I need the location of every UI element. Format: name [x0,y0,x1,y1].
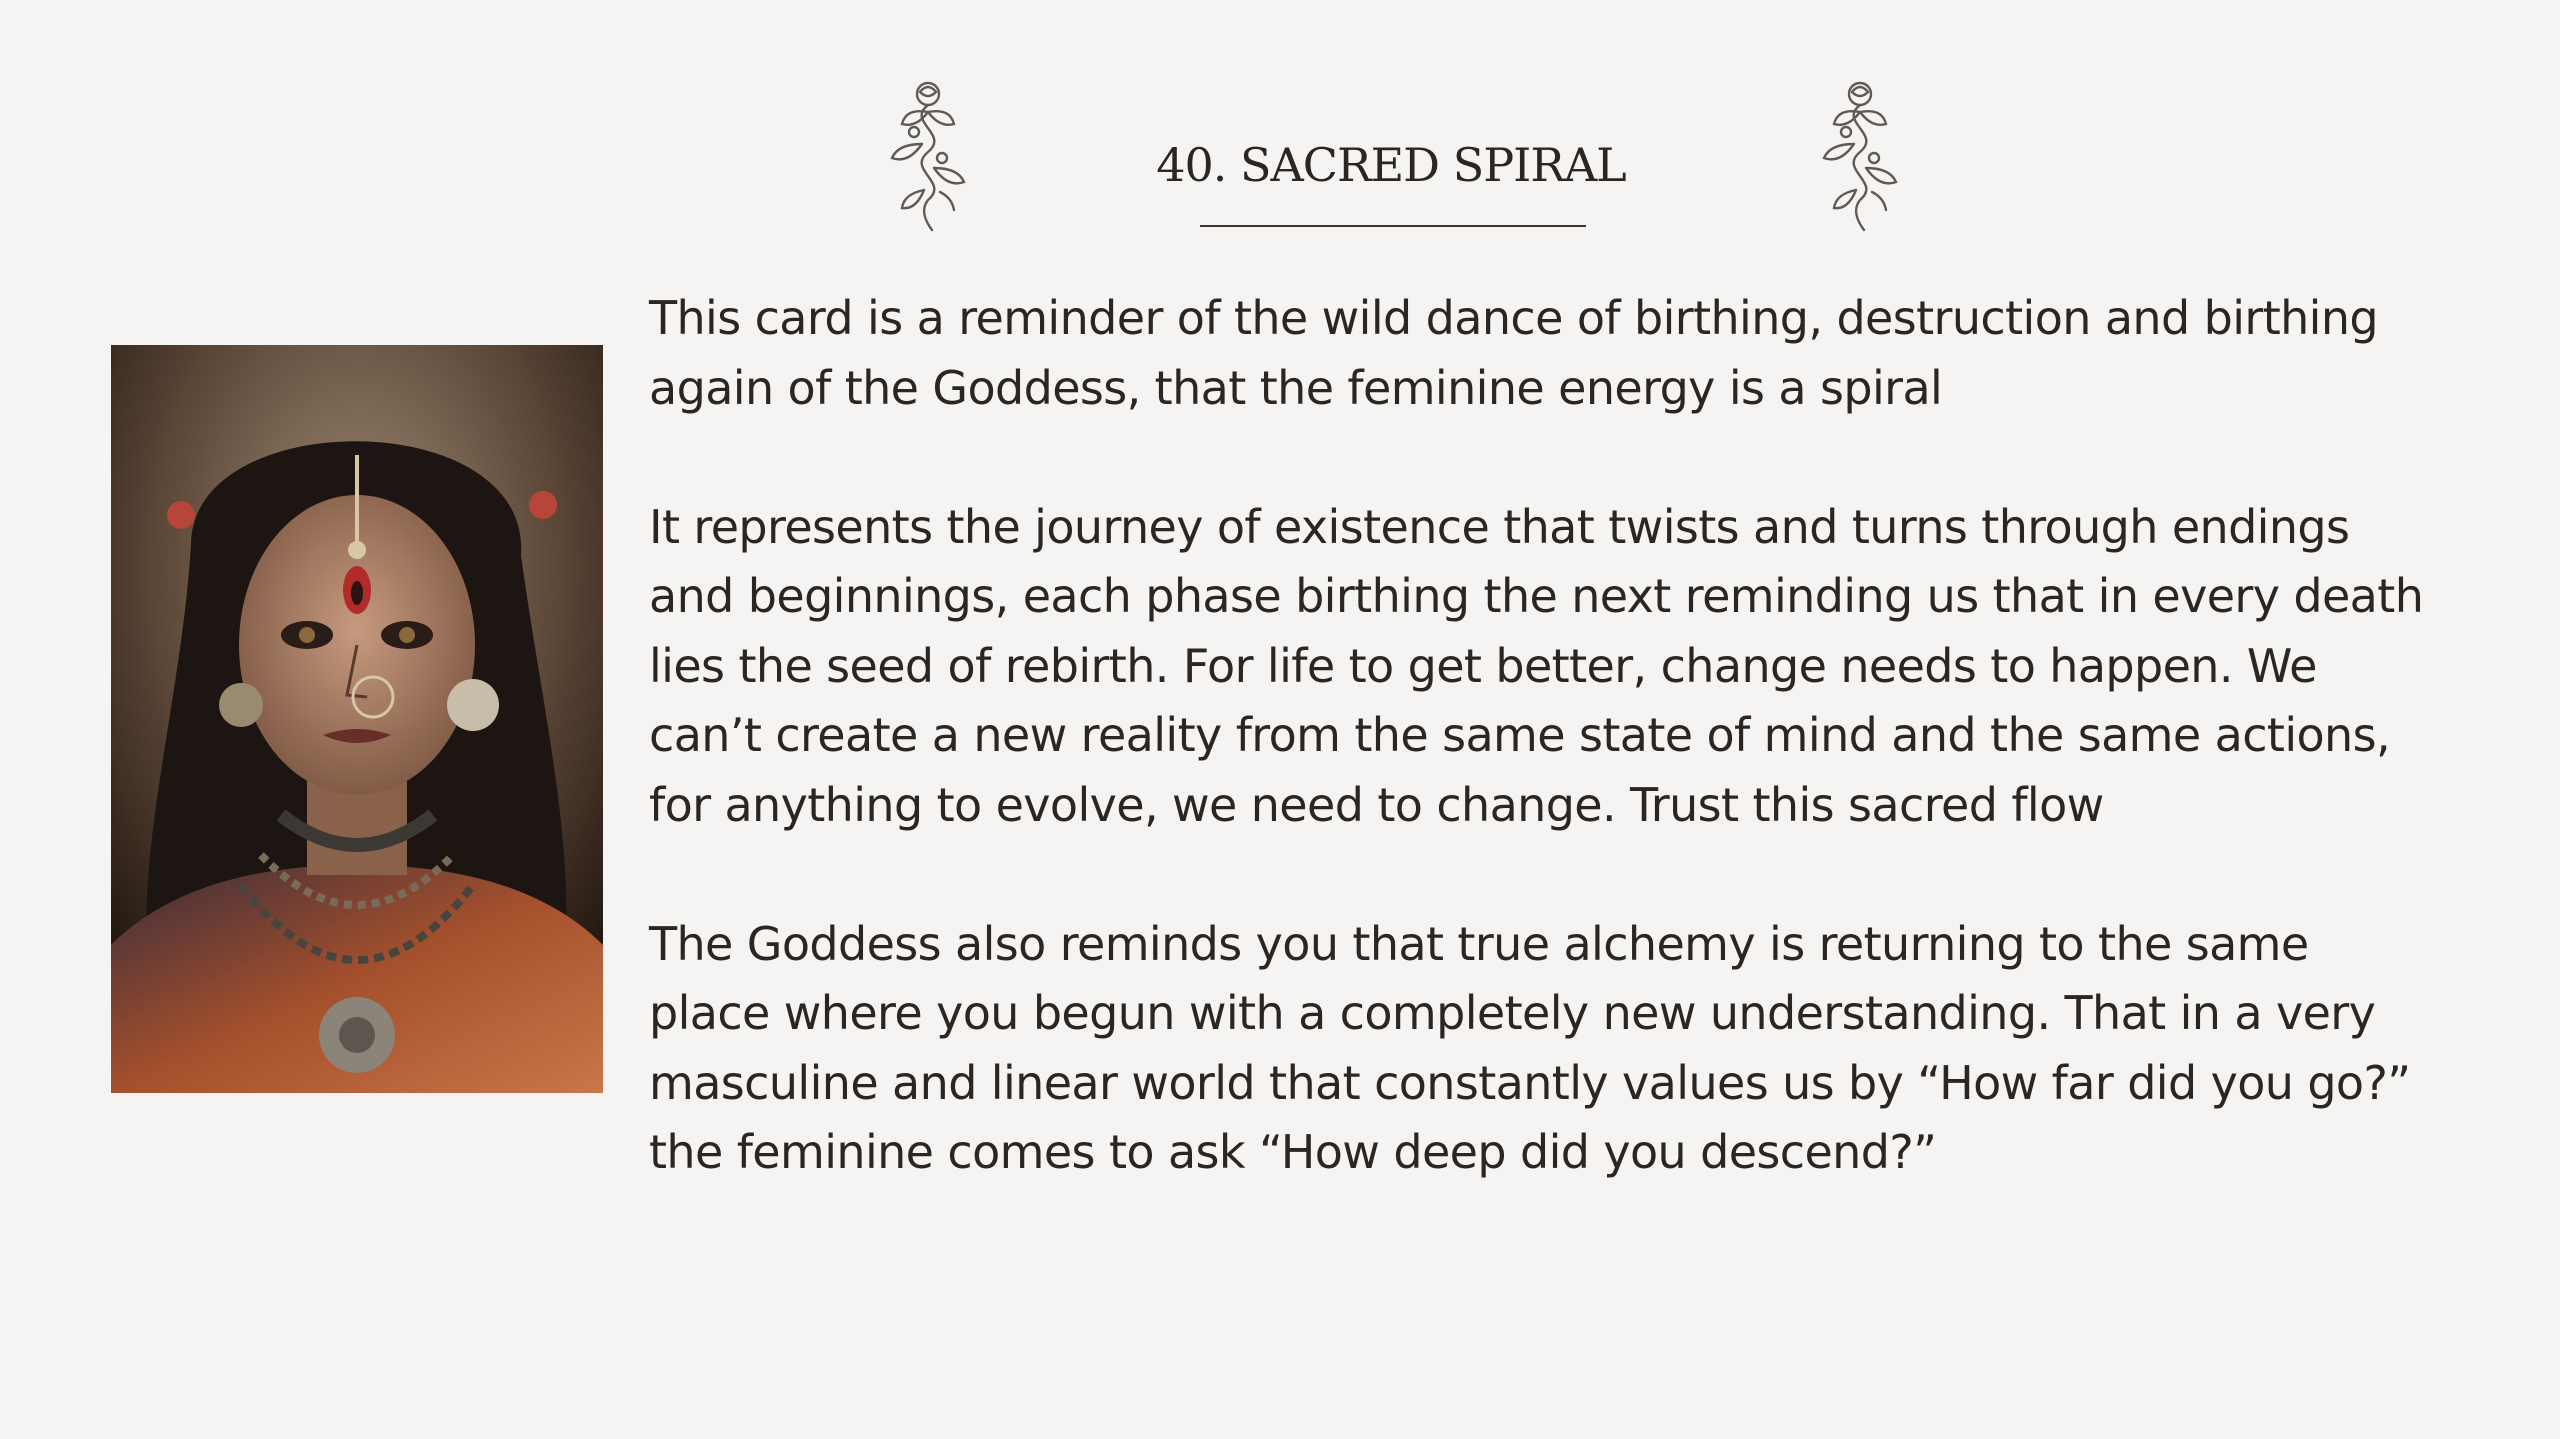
paragraph-alchemy: The Goddess also reminds you that true alchemy is returning to the same place where you begun with a completely new understanding. That in a very masculine and linear world that constantly values us by “How far did you go?” the feminine comes to ask “How deep did you descend?” [649,916,2411,1179]
paragraph-meaning: It represents the journey of existence that twists and turns through endings and beginnings, each phase birthing the next reminding us that in every death lies the seed of rebirth. For life to get better, change needs to happen. We can’t create a new reality from the same state of mind and the same actions, for anything to evolve, we need to change. Trust this sacred flow [649,499,2424,832]
card-title: 40. SACRED SPIRAL [1156,138,1626,192]
title-underline [1200,225,1586,227]
card-description [649,284,2439,1188]
rose-vine-ornament-icon [876,72,980,234]
paragraph-intro: This card is a reminder of the wild dance of birthing, destruction and birthing again of the Goddess, that the feminine energy is a spiral [649,291,2379,415]
rose-vine-ornament-icon [1808,72,1912,234]
goddess-portrait-image [111,345,603,1093]
